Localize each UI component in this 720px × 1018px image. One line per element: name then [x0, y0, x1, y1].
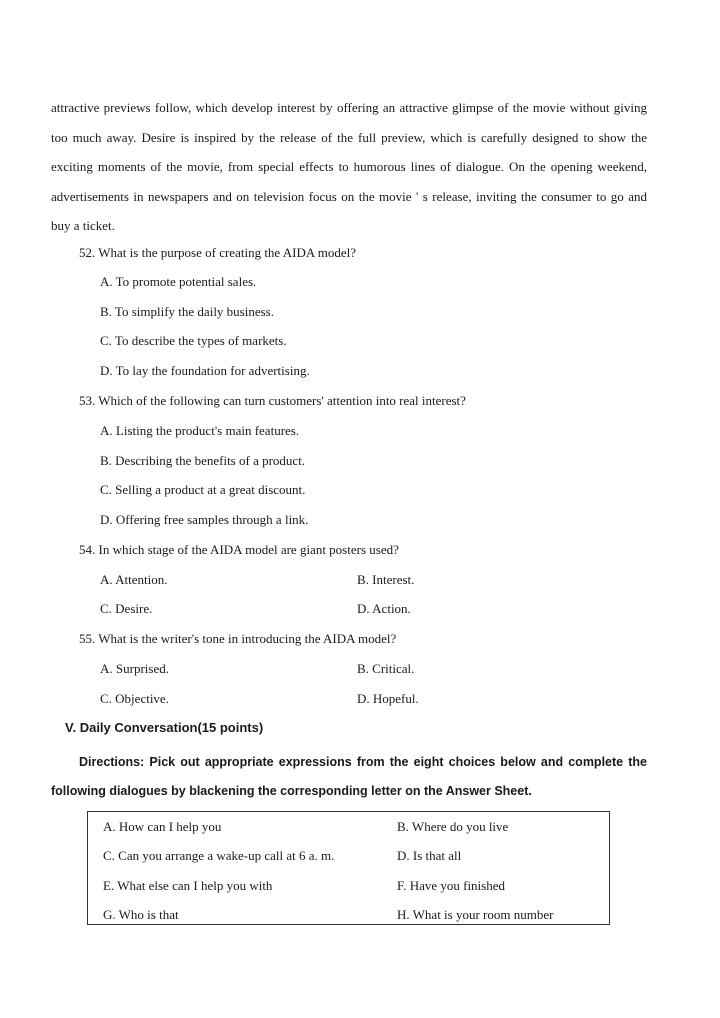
- choice-c: C. Can you arrange a wake-up call at 6 a. m.: [103, 848, 335, 863]
- option-54-b: B. Interest.: [357, 572, 415, 587]
- question-number: 53.: [79, 393, 96, 408]
- choice-b: B. Where do you live: [397, 819, 509, 834]
- question-text: In which stage of the AIDA model are giant posters used?: [98, 542, 399, 557]
- option-54-d: D. Action.: [357, 601, 411, 616]
- choice-h: H. What is your room number: [397, 907, 554, 922]
- option-55-b: B. Critical.: [357, 661, 415, 676]
- option-52-b: B. To simplify the daily business.: [100, 304, 274, 319]
- question-text: What is the purpose of creating the AIDA model?: [98, 245, 357, 260]
- question-52: [79, 245, 356, 261]
- option-53-b: B. Describing the benefits of a product.: [100, 453, 306, 468]
- reading-passage: attractive previews follow, which develop interest by offering an attractive glimpse of the movie without giving too much away. Desire is inspired by the release of the full preview, which is carefully designed to show the exciting moments of the movie, from special effects to humorous lines of dialogue. On the opening weekend, advertisements in newspapers and on television focus on the movie ' s release, inviting the consumer to go and buy a ticket.: [51, 100, 647, 234]
- option-52-c: C. To describe the types of markets.: [100, 333, 287, 348]
- question-text: What is the writer's tone in introducing the AIDA model?: [98, 631, 397, 646]
- choice-d: D. Is that all: [397, 848, 462, 863]
- section-directions: Directions: Pick out appropriate expressions from the eight choices below and complete the following dialogues by blackening the corresponding letter on the Answer Sheet.: [51, 755, 647, 798]
- question-54: [79, 542, 399, 558]
- section-heading: V. Daily Conversation(15 points): [65, 720, 264, 735]
- option-54-c: C. Desire.: [100, 601, 153, 616]
- choice-a: A. How can I help you: [103, 819, 222, 834]
- choice-g: G. Who is that: [103, 907, 179, 922]
- choices-box: [87, 811, 610, 925]
- option-52-d: D. To lay the foundation for advertising.: [100, 363, 310, 378]
- question-number: 55.: [79, 631, 96, 646]
- choice-f: F. Have you finished: [397, 878, 505, 893]
- question-number: 54.: [79, 542, 96, 557]
- question-number: 52.: [79, 245, 96, 260]
- option-55-d: D. Hopeful.: [357, 691, 419, 706]
- question-53: [79, 393, 466, 409]
- question-55: [79, 631, 396, 647]
- option-53-d: D. Offering free samples through a link.: [100, 512, 309, 527]
- option-55-a: A. Surprised.: [100, 661, 169, 676]
- choice-e: E. What else can I help you with: [103, 878, 273, 893]
- question-text: Which of the following can turn customers' attention into real interest?: [98, 393, 466, 408]
- option-55-c: C. Objective.: [100, 691, 169, 706]
- option-54-a: A. Attention.: [100, 572, 168, 587]
- option-53-a: A. Listing the product's main features.: [100, 423, 300, 438]
- option-52-a: A. To promote potential sales.: [100, 274, 257, 289]
- option-53-c: C. Selling a product at a great discount.: [100, 482, 306, 497]
